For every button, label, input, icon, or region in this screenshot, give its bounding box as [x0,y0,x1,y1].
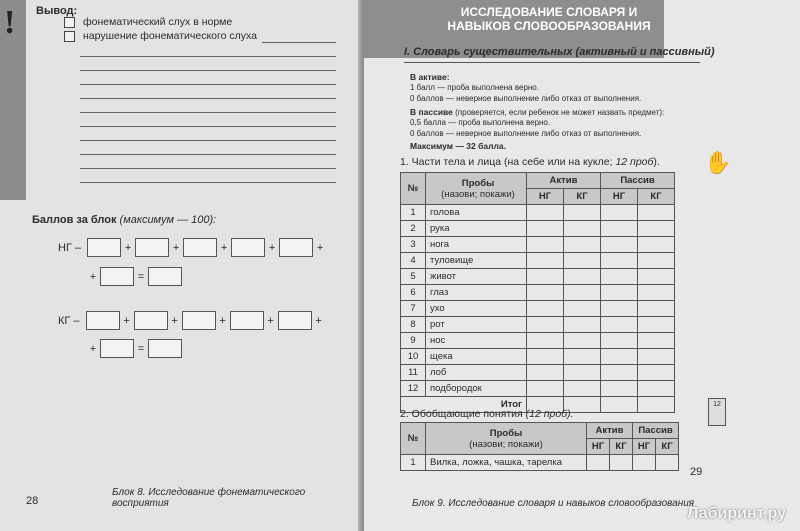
row-number: 3 [401,237,426,253]
score-cell[interactable] [638,365,675,381]
score-cell[interactable] [601,365,638,381]
score-cell[interactable] [527,317,564,333]
score-cell[interactable] [601,205,638,221]
row-word: рот [426,317,527,333]
col-kg: КГ [564,189,601,205]
score-cell[interactable] [564,317,601,333]
checkbox-icon[interactable] [64,17,75,28]
write-line[interactable] [80,154,336,155]
option-disorder-label: нарушение фонематического слуха [83,30,257,42]
table-row [401,205,675,221]
table-row [401,333,675,349]
write-line[interactable] [80,112,336,113]
table-row [401,285,675,301]
col-number: № [401,423,426,455]
score-box[interactable] [183,238,217,257]
score-cell[interactable] [587,455,610,471]
equals-sign: = [137,270,145,283]
table-row [401,365,675,381]
task1-count: 12 проб [615,156,654,168]
score-cell[interactable] [638,333,675,349]
table-row [401,301,675,317]
col-ng: НГ [587,439,610,455]
score-box[interactable] [86,311,120,330]
plus-sign: + [220,241,228,254]
score-cell[interactable] [633,455,656,471]
task2-title-text: 2. Обобщающие понятия [400,408,523,420]
ng-formula-row2 [86,267,182,286]
score-box[interactable] [182,311,216,330]
kg-formula-row1 [58,311,326,330]
plus-sign: + [315,314,322,327]
score-cell[interactable] [601,333,638,349]
score-cell[interactable] [527,285,564,301]
col-kg: КГ [656,439,679,455]
task1-close: ). [653,156,660,168]
write-line[interactable] [80,182,336,183]
block-points-max: (максимум — 100): [119,214,217,226]
section-header-title: ИССЛЕДОВАНИЕ СЛОВАРЯ И НАВЫКОВ СЛОВООБРАЗОВАНИЯ [447,5,651,33]
left-page [0,0,362,531]
score-cell[interactable] [564,205,601,221]
score-cell[interactable] [601,269,638,285]
col-kg: КГ [610,439,633,455]
score-cell[interactable] [601,349,638,365]
score-cell[interactable] [638,253,675,269]
score-cell[interactable] [564,381,601,397]
score-cell[interactable] [638,349,675,365]
section-title: I. Словарь существительных (активный и пассивный) [404,46,715,58]
row-word: глаз [426,285,527,301]
row-number: 10 [401,349,426,365]
divider [404,62,700,63]
score-cell[interactable] [564,301,601,317]
score-cell[interactable] [610,455,633,471]
score-cell[interactable] [564,221,601,237]
table-row [401,317,675,333]
table-row [401,381,675,397]
notepad-icon-text: 12 [713,401,721,408]
maximum-label: Максимум — 32 балла. [410,141,506,151]
row-number: 1 [401,455,426,471]
row-word: нога [426,237,527,253]
kg-label: КГ – [58,314,80,327]
score-cell[interactable] [601,381,638,397]
total-box[interactable] [148,267,182,286]
score-cell[interactable] [601,253,638,269]
active-1-text: 1 балл — проба выполнена верно. [410,83,539,92]
score-cell[interactable] [527,301,564,317]
score-cell[interactable] [638,301,675,317]
row-word: Вилка, ложка, чашка, тарелка [426,455,587,471]
table-row [401,253,675,269]
maximum-text [410,141,506,151]
plus-sign: + [89,342,97,355]
score-cell[interactable] [564,285,601,301]
score-cell[interactable] [656,455,679,471]
plus-sign: + [268,241,276,254]
row-number: 4 [401,253,426,269]
table-row [401,455,679,471]
col-kg: КГ [638,189,675,205]
row-word: голова [426,205,527,221]
score-cell[interactable] [527,333,564,349]
score-box[interactable] [231,238,265,257]
score-box[interactable] [279,238,313,257]
task1-title [400,156,660,168]
page-number: 29 [690,466,703,478]
active-label [410,72,450,82]
score-cell[interactable] [638,381,675,397]
table-row [401,349,675,365]
col-ng: НГ [633,439,656,455]
notepad-icon [708,398,726,426]
score-box[interactable] [87,238,121,257]
score-cell[interactable] [564,365,601,381]
plus-sign: + [172,241,180,254]
row-number: 12 [401,381,426,397]
col-active: Актив [527,173,601,189]
plus-sign: + [123,314,130,327]
score-cell[interactable] [638,397,675,413]
write-line[interactable] [80,70,336,71]
equals-sign: = [137,342,145,355]
ng-label: НГ – [58,241,82,254]
row-number: 1 [401,205,426,221]
hand-icon: ✋ [704,150,732,175]
score-cell[interactable] [601,221,638,237]
col-number: № [401,173,426,205]
page-number: 28 [26,495,39,507]
score-cell[interactable] [527,365,564,381]
table-row [401,269,675,285]
total-box[interactable] [148,339,182,358]
col-probe-sub: (назови; покажи) [469,438,543,450]
plus-sign: + [316,241,324,254]
row-number: 11 [401,365,426,381]
option-normal-label: фонематический слух в норме [83,16,233,28]
total-label: Итог [401,397,527,413]
score-cell[interactable] [527,253,564,269]
page-footer: Блок 9. Исследование словаря и навыков словообразования [412,498,695,509]
col-probe [426,423,587,455]
write-line[interactable] [80,84,336,85]
passive-0-text: 0 баллов — неверное выполнение либо отказ от выполнения. [410,129,642,138]
task2-count: (12 проб). [525,408,574,420]
row-word: нос [426,333,527,349]
right-page [364,0,800,531]
active-label-text: В активе: [410,72,450,82]
col-active: Актив [587,423,633,439]
row-word: ухо [426,301,527,317]
watermark-logo: Лабиринт.ру [687,505,786,522]
row-number: 8 [401,317,426,333]
row-number: 5 [401,269,426,285]
col-ng: НГ [527,189,564,205]
score-cell[interactable] [638,317,675,333]
task1-title-text: 1. Части тела и лица (на себе или на кукле; [400,156,613,168]
plus-sign: + [267,314,274,327]
score-cell[interactable] [638,221,675,237]
col-passive: Пассив [633,423,679,439]
score-box[interactable] [278,311,312,330]
col-ng: НГ [601,189,638,205]
col-probe [426,173,527,205]
exclamation-icon: ! [4,4,16,41]
checkbox-icon[interactable] [64,31,75,42]
row-word: туловище [426,253,527,269]
plus-sign: + [219,314,226,327]
row-word: подбородок [426,381,527,397]
table-body-parts [400,172,675,413]
write-line[interactable] [80,126,336,127]
ng-formula-row1 [58,238,327,257]
conclusion-label: Вывод: [36,5,78,17]
score-cell[interactable] [527,221,564,237]
table-row [401,221,675,237]
write-line[interactable] [80,140,336,141]
table-generalizations [400,422,679,471]
score-cell[interactable] [601,237,638,253]
plus-sign: + [89,270,97,283]
row-word: рука [426,221,527,237]
passive-label-text: В пассиве [410,107,453,117]
score-cell[interactable] [527,269,564,285]
score-cell[interactable] [638,237,675,253]
col-passive: Пассив [601,173,675,189]
score-cell[interactable] [564,333,601,349]
score-cell[interactable] [601,285,638,301]
score-cell[interactable] [527,237,564,253]
plus-sign: + [124,241,132,254]
row-word: живот [426,269,527,285]
row-word: щека [426,349,527,365]
score-cell[interactable] [638,269,675,285]
passive-05-text: 0,5 балла — проба выполнена верно. [410,118,551,127]
score-cell[interactable] [527,205,564,221]
row-number: 7 [401,301,426,317]
write-line[interactable] [80,168,336,169]
score-box[interactable] [100,267,134,286]
write-line[interactable] [80,98,336,99]
kg-formula-row2 [86,339,182,358]
score-cell[interactable] [564,269,601,285]
score-cell[interactable] [564,237,601,253]
table-row [401,237,675,253]
passive-label [410,107,664,117]
plus-sign: + [171,314,178,327]
score-cell[interactable] [564,253,601,269]
score-cell[interactable] [601,301,638,317]
row-number: 6 [401,285,426,301]
row-word: лоб [426,365,527,381]
score-box[interactable] [100,339,134,358]
score-cell[interactable] [564,349,601,365]
task2-title [400,408,574,420]
col-probe-label: Пробы [461,177,495,189]
block-points-heading [32,214,216,226]
score-cell[interactable] [638,285,675,301]
option-disorder[interactable] [64,30,257,42]
write-line[interactable] [262,42,336,43]
page-footer: Блок 8. Исследование фонематического восприятия [112,487,306,509]
col-probe-sub: (назови; покажи) [441,188,515,200]
score-cell[interactable] [601,397,638,413]
score-box[interactable] [230,311,264,330]
score-cell[interactable] [638,205,675,221]
passive-note: (проверяется, если ребенок не может назвать предмет): [455,108,665,117]
score-cell[interactable] [527,381,564,397]
block-points-label: Баллов за блок [32,214,117,226]
score-box[interactable] [134,311,168,330]
option-normal[interactable] [64,16,232,28]
score-cell[interactable] [601,317,638,333]
write-line[interactable] [80,56,336,57]
active-0-text: 0 баллов — неверное выполнение либо отказ от выполнения. [410,94,642,103]
row-number: 9 [401,333,426,349]
row-number: 2 [401,221,426,237]
col-probe-label: Пробы [489,427,523,439]
score-box[interactable] [135,238,169,257]
score-cell[interactable] [527,349,564,365]
